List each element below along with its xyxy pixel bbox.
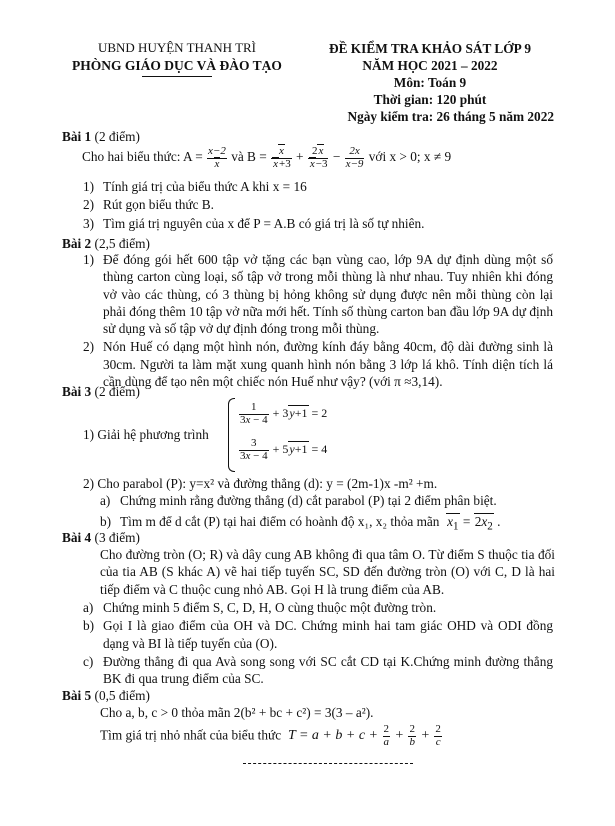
system-brace xyxy=(228,398,235,472)
header-left xyxy=(62,40,292,77)
list-item: 1) Tính giá trị của biểu thức A khi x = 16 xyxy=(83,179,307,194)
bai3-points: (2 điểm) xyxy=(94,384,140,399)
equation-1: $\frac{1}{3x - 4}$ + 3y+1 = 2 xyxy=(240,401,328,426)
bai1-title: Bài 1 xyxy=(62,129,92,144)
duration: Thời gian: 120 phút xyxy=(373,92,487,108)
department-name: PHÒNG GIÁO DỤC VÀ ĐÀO TẠO xyxy=(72,57,282,73)
bai3-sub-b xyxy=(100,513,555,534)
condition-formula: $x_1 = 2x_2$ . xyxy=(447,514,501,533)
bai5-line2: Tìm giá trị nhỏ nhất của biểu thức T = a + b + c + $\frac{2}{a}$ + $\frac{2}{b}$ + $\frac{2}{c}$ xyxy=(100,723,441,748)
bai3-title: Bài 3 xyxy=(62,384,92,399)
fraction-a: $\frac{x-2}{x}$ xyxy=(208,145,226,170)
bai5-line1: Cho a, b, c > 0 thỏa mãn 2(b² + bc + c²) = 3(3 – a²). xyxy=(100,705,374,720)
bai3-item2: 2) Cho parabol (P): y=x² và đường thẳng (d): y = (2m-1)x -m² +m. xyxy=(83,476,438,491)
bai4-title: Bài 4 xyxy=(62,530,92,545)
bai4-list xyxy=(83,599,553,688)
bai3-heading xyxy=(62,383,140,400)
header-right xyxy=(300,40,560,125)
list-item: b) Tìm m để d cắt (P) tại hai điểm có hoành độ x₁, x₂ thỏa mãn $x_1 = 2x_2$ . xyxy=(100,514,501,533)
list-item: 2) Rút gọn biểu thức B. xyxy=(83,197,214,213)
bai1-list xyxy=(83,178,553,233)
list-item: a) Chứng minh 5 điểm S, C, D, H, O cùng thuộc một đường tròn. xyxy=(83,600,437,615)
exam-title: ĐỀ KIỂM TRA KHẢO SÁT LỚP 9 xyxy=(329,41,531,56)
bai2-title: Bài 2 xyxy=(62,236,92,251)
header-underline xyxy=(142,76,212,77)
sub-b-text: Tìm m để d cắt (P) tại hai điểm có hoành độ x₁, x₂ thỏa mãn $x_1 = 2x_2$ . xyxy=(120,514,501,533)
bai1-intro-a: Cho hai biểu thức: A = xyxy=(82,149,203,165)
bai1-heading xyxy=(62,128,140,145)
bai2-list xyxy=(83,251,553,391)
bai1-intro-b: và B = xyxy=(231,149,267,165)
bai4-intro: Cho đường tròn (O; R) và dây cung AB không đi qua tâm O. Từ điểm S thuộc tia đối của tia AB (S khác A) vẽ hai tiếp tuyến SC, SD đến đường tròn (O) với C, D là hai tiếp điểm và C thuộc cung nhỏ AB. Gọi H là trung điểm của AB. xyxy=(100,547,555,597)
equation-2: $\frac{3}{3x - 4}$ + 5y+1 = 4 xyxy=(240,437,328,462)
bai4-points: (3 điểm) xyxy=(94,530,140,545)
target-expression: T = a + b + c + $\frac{2}{a}$ + $\frac{2}{b}$ + $\frac{2}{c}$ xyxy=(284,723,441,748)
list-item: b) Gọi I là giao điểm của OH và DC. Chứng minh hai tam giác OHD và ODI đồng dạng và BI là tiếp tuyến của (O). xyxy=(83,618,553,651)
bai5-heading xyxy=(62,687,150,704)
subject: Môn: Toán 9 xyxy=(393,75,467,91)
list-item: 2) Nón Huế có dạng một hình nón, đường kính đáy bằng 40cm, độ dài đường sinh là 30cm. Người ta làm mặt xung quanh hình nón bằng 3 lớp lá khô. Tính diện tích lá cần dùng để tạo nên một chiếc nón Huế như vậy? (với π ≈3,14). xyxy=(83,339,553,389)
fraction-b3: $\frac{2x}{x-9}$ xyxy=(345,145,364,170)
list-item: c) Đường thẳng đi qua Avà song song với SC cắt CD tại K.Chứng minh đường thẳng BK đi qua trung điểm của SC. xyxy=(83,653,553,687)
bai2-points: (2,5 điểm) xyxy=(94,236,150,251)
list-item: 3) Tìm giá trị nguyên của x để P = A.B có giá trị là số tự nhiên. xyxy=(83,215,425,231)
end-divider xyxy=(243,763,413,764)
bai3-sub-a xyxy=(100,492,555,509)
bai5-points: (0,5 điểm) xyxy=(94,688,150,703)
bai5-title: Bài 5 xyxy=(62,688,92,703)
bai1-points: (2 điểm) xyxy=(94,129,140,144)
bai2-heading xyxy=(62,235,150,252)
bai1-intro-c: với x > 0; x ≠ 9 xyxy=(368,149,452,165)
bai1-intro: Cho hai biểu thức: A = $\frac{x-2}{x}$ và B = $\frac{x}{x+3}$ + $\frac{2x}{x-3}$ − $\frac{2x}{x-9}$ với x > 0; x ≠ 9 xyxy=(82,145,452,170)
school-year: NĂM HỌC 2021 – 2022 xyxy=(362,58,498,74)
district-name: UBND HUYỆN THANH TRÌ xyxy=(97,40,257,55)
exam-date: Ngày kiểm tra: 26 tháng 5 năm 2022 xyxy=(347,109,554,125)
fraction-b1: $\frac{x}{x+3}$ xyxy=(273,145,291,170)
list-item: 1) Để đóng gói hết 600 tập vở tặng các bạn vùng cao, lớp 9A dự định dùng một số thùng carton cùng loại, số tập vở trong mỗi thùng là như nhau. Tuy nhiên khi đóng vở vào các thùng, có 3 thùng bị hỏng không sử dụng được nên mỗi thùng còn lại phải đóng thêm 10 tập vở nữa mới hết. Tính số thùng carton ban đầu lớp 9A dự định sử dụng và số tập vở dự định đóng trong mỗi thùng. xyxy=(83,252,553,337)
fraction-b2: $\frac{2x}{x-3}$ xyxy=(309,145,328,170)
list-item: a) Chứng minh rằng đường thẳng (d) cắt parabol (P) tại 2 điểm phân biệt. xyxy=(100,493,497,508)
bai3-item1: 1) Giải hệ phương trình xyxy=(83,427,209,442)
bai4-heading xyxy=(62,529,140,546)
